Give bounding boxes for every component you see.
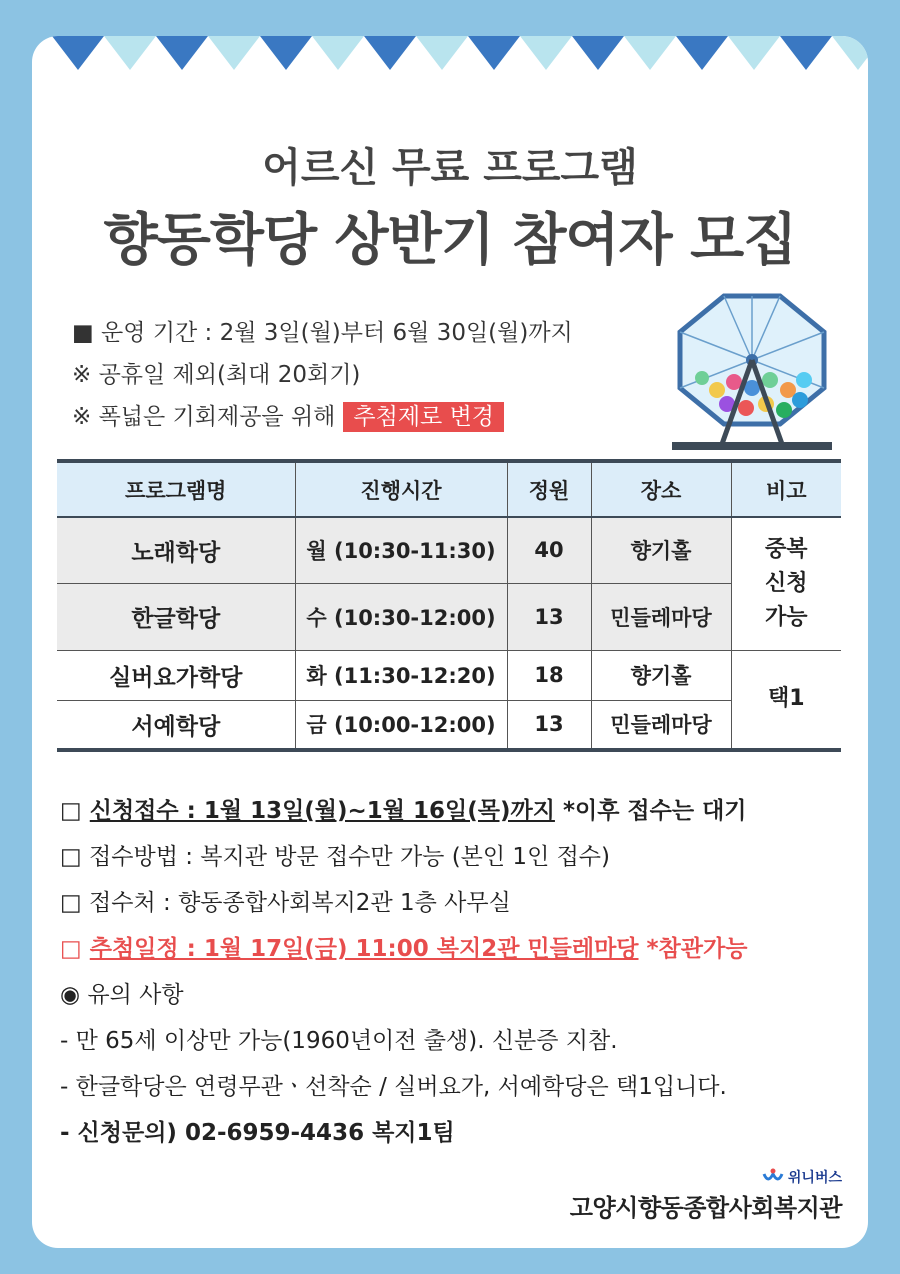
- poster-title: 향동학당 상반기 참여자 모집: [103, 208, 797, 273]
- poster-card: [32, 36, 868, 1248]
- operation-period: ■ 운영 기간 : 2월 3일(월)부터 6월 30일(월)까지: [72, 320, 573, 346]
- program-capacity: 40: [507, 517, 591, 583]
- intro-section: [72, 312, 573, 438]
- bunting-flag: [520, 36, 572, 70]
- bunting-flag: [780, 36, 832, 70]
- program-name: 한글학당: [57, 583, 295, 650]
- notice-item: - 만 65세 이상만 가능(1960년이전 출생). 신분증 지참.: [60, 1028, 618, 1054]
- program-capacity: 18: [507, 650, 591, 700]
- bunting-decoration: [32, 36, 868, 84]
- application-method: □ 접수방법 : 복지관 방문 접수만 가능 (본인 1인 접수): [60, 844, 611, 870]
- program-time: 화 (11:30-12:20): [295, 650, 507, 700]
- lottery-note: [72, 396, 573, 438]
- application-period-tail: *이후 접수는 대기: [554, 798, 747, 824]
- header-place: 장소: [591, 461, 731, 517]
- program-name: 서예학당: [57, 700, 295, 750]
- note-line: 신청: [764, 570, 808, 596]
- bunting-flag: [260, 36, 312, 70]
- notice-item: - 한글학당은 연령무관ㆍ선착순 / 실버요가, 서예학당은 택1입니다.: [60, 1074, 727, 1100]
- bunting-flag: [312, 36, 364, 70]
- lottery-note-text: ※ 폭넓은 기회제공을 위해: [72, 404, 336, 430]
- info-section: [60, 788, 747, 1156]
- program-schedule-table: [57, 459, 841, 752]
- header-time: 진행시간: [295, 461, 507, 517]
- bunting-flag: [832, 36, 868, 70]
- bunting-flag: [104, 36, 156, 70]
- note-line: 중복: [764, 536, 808, 562]
- header-note: 비고: [731, 461, 841, 517]
- bunting-flag: [572, 36, 624, 70]
- lottery-schedule: [60, 926, 747, 972]
- table-row: [57, 650, 841, 700]
- logo-wave-icon: [762, 1168, 784, 1186]
- table-row: [57, 700, 841, 750]
- bunting-flag: [676, 36, 728, 70]
- checkbox-glyph: □: [60, 936, 82, 962]
- program-capacity: 13: [507, 700, 591, 750]
- lottery-schedule-tail: *참관가능: [638, 936, 748, 962]
- inquiry-contact: - 신청문의) 02-6959-4436 복지1팀: [60, 1120, 455, 1146]
- table-row: [57, 583, 841, 650]
- notice-heading: ◉ 유의 사항: [60, 982, 184, 1008]
- application-period: [60, 788, 747, 834]
- poster-subtitle: 어르신 무료 프로그램: [262, 145, 638, 191]
- organization-logo: [570, 1166, 842, 1223]
- bunting-flag: [624, 36, 676, 70]
- program-time: 월 (10:30-11:30): [295, 517, 507, 583]
- application-period-main: 신청접수 : 1월 13일(월)~1월 16일(목)까지: [89, 798, 555, 824]
- lottery-wheel-icon: [672, 292, 832, 452]
- application-location: □ 접수처 : 향동종합사회복지2관 1층 사무실: [60, 890, 511, 916]
- note-line: 가능: [764, 604, 808, 630]
- bunting-flag: [468, 36, 520, 70]
- organization-name: 고양시향동종합사회복지관: [569, 1194, 842, 1222]
- program-place: 향기홀: [591, 517, 731, 583]
- logo-mark: [570, 1166, 842, 1188]
- bunting-flag: [728, 36, 780, 70]
- bunting-flag: [52, 36, 104, 70]
- program-time: 수 (10:30-12:00): [295, 583, 507, 650]
- header-capacity: 정원: [507, 461, 591, 517]
- note-duplicate-allowed: [731, 517, 841, 650]
- note-choose-one: 택1: [731, 650, 841, 750]
- checkbox-glyph: □: [60, 798, 82, 824]
- logo-text: 위니버스: [787, 1170, 842, 1186]
- header-program-name: 프로그램명: [57, 461, 295, 517]
- program-place: 향기홀: [591, 650, 731, 700]
- bunting-flag: [364, 36, 416, 70]
- program-time: 금 (10:00-12:00): [295, 700, 507, 750]
- table-row: [57, 517, 841, 583]
- program-place: 민들레마당: [591, 583, 731, 650]
- program-name: 실버요가학당: [57, 650, 295, 700]
- program-place: 민들레마당: [591, 700, 731, 750]
- holiday-note: ※ 공휴일 제외(최대 20회기): [72, 362, 361, 388]
- lottery-schedule-main: 추첨일정 : 1월 17일(금) 11:00 복지2관 민들레마당: [89, 936, 639, 962]
- bunting-flag: [156, 36, 208, 70]
- program-capacity: 13: [507, 583, 591, 650]
- bunting-flag: [416, 36, 468, 70]
- lottery-highlight-badge: 추첨제로 변경: [343, 402, 504, 432]
- program-name: 노래학당: [57, 517, 295, 583]
- bunting-flag: [208, 36, 260, 70]
